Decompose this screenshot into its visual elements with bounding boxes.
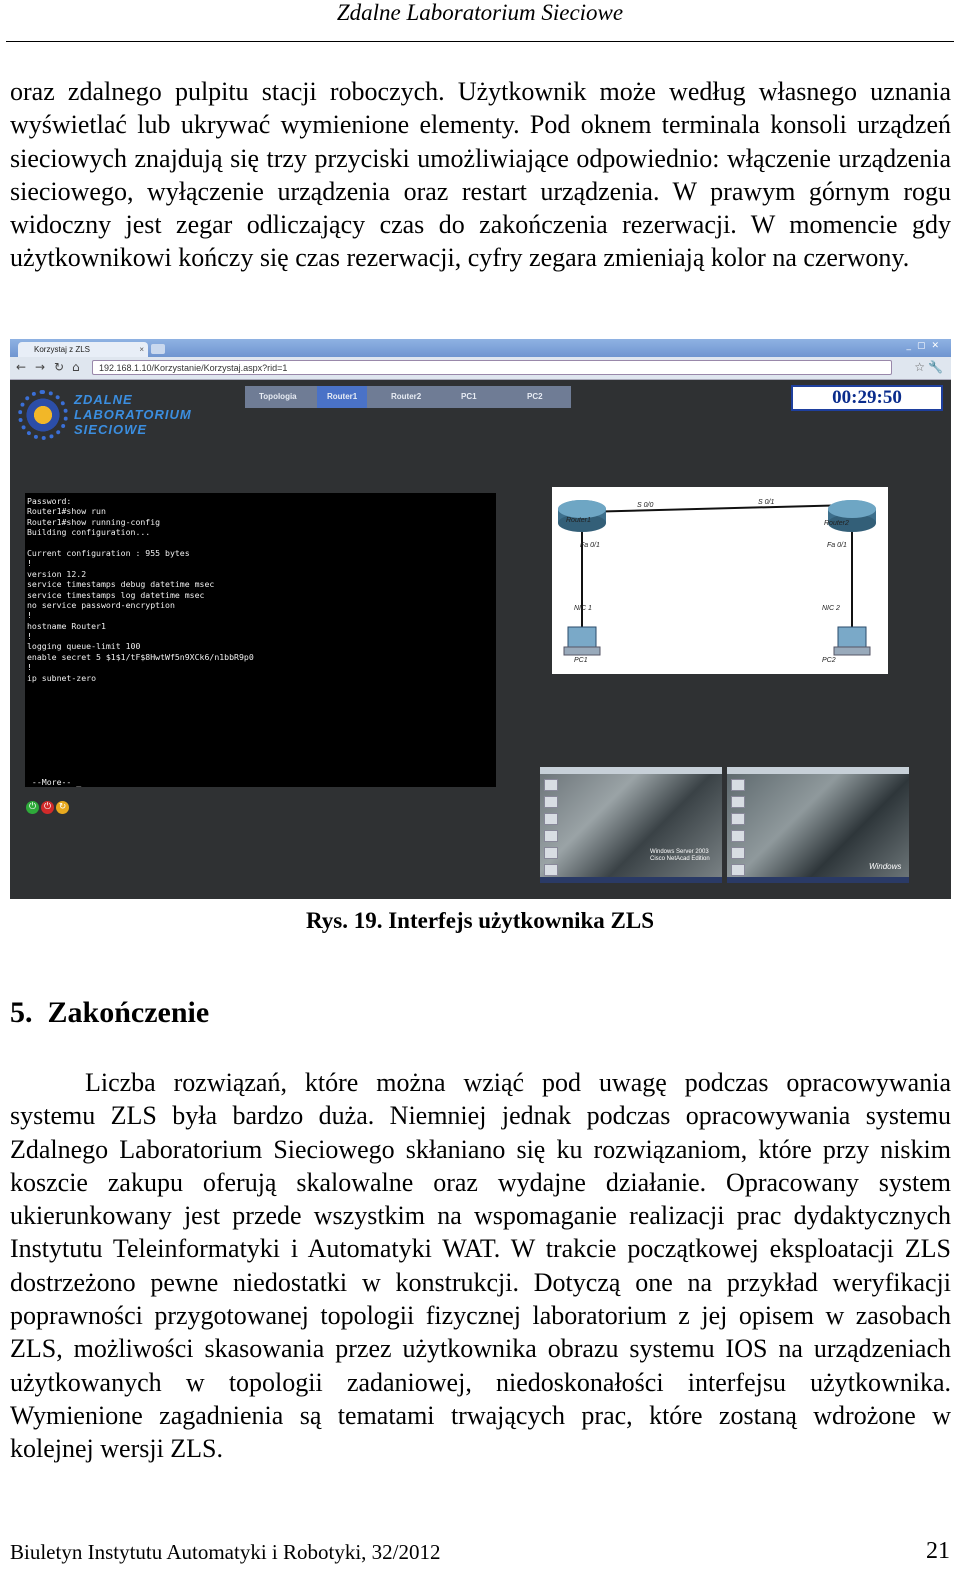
tab-pc1[interactable]: PC1 (461, 392, 477, 401)
section-title: Zakończenie (47, 996, 210, 1029)
terminal-line (27, 693, 494, 703)
home-icon[interactable]: ⌂ (72, 360, 80, 374)
topology-diagram (552, 487, 888, 674)
desktop-icons (731, 779, 749, 881)
section-heading (10, 996, 209, 1030)
zls-interface-screenshot (10, 339, 951, 899)
fa-right-label: Fa 0/1 (827, 542, 847, 549)
wrench-icon[interactable]: 🔧 (928, 360, 943, 374)
terminal-line: no service password-encryption (27, 599, 175, 610)
terminal-line: ! (27, 610, 32, 621)
terminal-line (27, 704, 494, 714)
terminal-line: ! (27, 558, 32, 569)
s01-label: S 0/1 (758, 499, 775, 506)
reservation-timer: 00:29:50 (791, 385, 943, 411)
header-rule (6, 41, 954, 42)
desktop-toolbar (540, 767, 722, 774)
terminal-line (27, 766, 494, 776)
terminal-line: service timestamps log datetime msec (27, 589, 205, 600)
bookmark-star-icon[interactable]: ☆ (914, 360, 925, 374)
terminal-line (27, 683, 494, 693)
device-tab-strip (245, 386, 571, 408)
zls-logo (18, 388, 208, 444)
router2-icon (828, 500, 876, 532)
terminal-line: Building configuration... (27, 527, 151, 538)
router2-label: Router2 (824, 520, 849, 527)
logo-text: ZDALNE LABORATORIUM SIECIOWE (74, 392, 192, 437)
terminal-line: ! (27, 662, 32, 673)
restart-icon[interactable]: ↻ (56, 801, 69, 814)
terminal-line: service timestamps debug datetime msec (27, 579, 215, 590)
terminal-line: Current configuration : 955 bytes (27, 547, 190, 558)
pc1-label: PC1 (574, 657, 588, 664)
desktop-icons (544, 779, 562, 881)
device-power-controls (26, 796, 71, 814)
address-bar[interactable]: 192.168.1.10/Korzystanie/Korzystaj.aspx?rid=1 (92, 360, 892, 375)
terminal-line: ! (27, 631, 32, 642)
topology-links (552, 487, 888, 674)
section-number: 5. (10, 996, 33, 1029)
taskbar (540, 877, 722, 883)
router1-label: Router1 (566, 517, 591, 524)
figure-caption: Rys. 19. Interfejs użytkownika ZLS (305, 908, 655, 933)
forward-icon[interactable]: → (35, 360, 46, 374)
taskbar (727, 877, 909, 883)
remote-desktop-pc1[interactable] (540, 767, 722, 883)
browser-tab-title: Korzystaj z ZLS (34, 345, 91, 354)
terminal-line: Router1#show run (27, 506, 106, 517)
back-icon[interactable]: ← (16, 360, 27, 374)
desktop2-brand: Windows (869, 862, 902, 871)
terminal-line: --More-- _ (27, 776, 82, 787)
browser-tab[interactable] (18, 342, 148, 357)
tab-topologia[interactable]: Topologia (259, 392, 297, 401)
zls-page (10, 380, 951, 899)
fa-left-label: Fa 0/1 (580, 542, 600, 549)
pc1-icon (564, 627, 600, 655)
power-on-icon[interactable]: ⏻ (26, 801, 39, 814)
tab-router1[interactable]: Router1 (317, 386, 367, 408)
console-terminal[interactable] (25, 493, 496, 787)
footer-journal: Biuletyn Instytutu Automatyki i Robotyki, 32/2012 (10, 1540, 441, 1564)
browser-toolbar (10, 357, 951, 380)
gear-logo-icon (18, 390, 68, 440)
terminal-line (27, 745, 494, 755)
browser-tab-bar (10, 339, 951, 357)
desktop-toolbar (727, 767, 909, 774)
terminal-line: enable secret 5 $1$1/tF$8HwtWf5n9XCk6/n1bbR9p0 (27, 651, 254, 662)
terminal-line: logging queue-limit 100 (27, 641, 141, 652)
window-controls[interactable]: _▢✕ (906, 341, 945, 351)
terminal-line: Password: (27, 496, 72, 506)
router1-icon (558, 500, 606, 532)
desktop1-brand: Windows Server 2003 Cisco NetAcad Edition (650, 849, 710, 862)
terminal-line (27, 538, 494, 548)
pc2-label: PC2 (822, 657, 836, 664)
terminal-line: hostname Router1 (27, 620, 106, 631)
power-off-icon[interactable]: ⏻ (41, 801, 54, 814)
terminal-line: ip subnet-zero (27, 672, 97, 683)
terminal-line (27, 735, 494, 745)
reload-icon[interactable]: ↻ (54, 360, 65, 374)
terminal-line (27, 725, 494, 735)
conclusion-paragraph: Liczba rozwiązań, które można wziąć pod uwagę podczas opracowywania systemu ZLS była bardzo duża. Niemniej jednak podczas opracowywania systemu Zdalnego Laboratorium Sieciowego skłaniano się ku rozwiązaniom, które przy niskim koszcie zakupu oferują skalowalne oraz wydajne działanie. Opracowany system ukierunkowany jest przede wszystkim na wspomaganie realizacji prac dydaktycznych Instytutu Teleinformatyki i Automatyki WAT. W trakcie początkowej eksploatacji ZLS dostrzeżono pewne niedostatki w konstrukcji. Dotyczą one na przykład weryfikacji poprawności przygotowanej topologii fizycznej laboratorium z jej opisem w zasobach ZLS, możliwości skasowania przez użytkownika obrazu systemu IOS na urządzeniach użytkowanych w topologii zadaniowej, niedoskonałości interfejsu użytkownika. Wymienione zagadnienia są tematami trwających prac, które zostaną wdrożone w kolejnej wersji ZLS. (10, 1068, 951, 1464)
new-tab-button[interactable] (151, 344, 165, 354)
terminal-line (27, 714, 494, 724)
tab-pc2[interactable]: PC2 (527, 392, 543, 401)
tab-router2[interactable]: Router2 (391, 392, 422, 401)
terminal-line: version 12.2 (27, 568, 87, 579)
remote-desktop-pc2[interactable] (727, 767, 909, 883)
page-number: 21 (926, 1538, 950, 1564)
nic2-label: NIC 2 (822, 605, 840, 612)
terminal-line (27, 756, 494, 766)
intro-paragraph: oraz zdalnego pulpitu stacji roboczych. Użytkownik może według własnego uznania wyświetlać lub ukrywać wymienione elementy. Pod oknem terminala konsoli urządzeń sieciowych znajdują się trzy przyciski umożliwiające odpowiednio: włączenie urządzenia sieciowego, wyłączenie urządzenia oraz restart urządzenia. W prawym górnym rogu widoczny jest zegar odliczający czas do zakończenia rezerwacji. W momencie gdy użytkownikowi kończy się czas rezerwacji, cyfry zegara zmieniają kolor na czerwony. (10, 77, 951, 273)
running-head: Zdalne Laboratorium Sieciowe (336, 0, 624, 25)
close-icon[interactable]: × (139, 345, 144, 354)
terminal-line: Router1#show running-config (27, 516, 161, 527)
s00-label: S 0/0 (637, 502, 654, 509)
pc2-icon (834, 627, 870, 655)
nic1-label: NIC 1 (574, 605, 592, 612)
